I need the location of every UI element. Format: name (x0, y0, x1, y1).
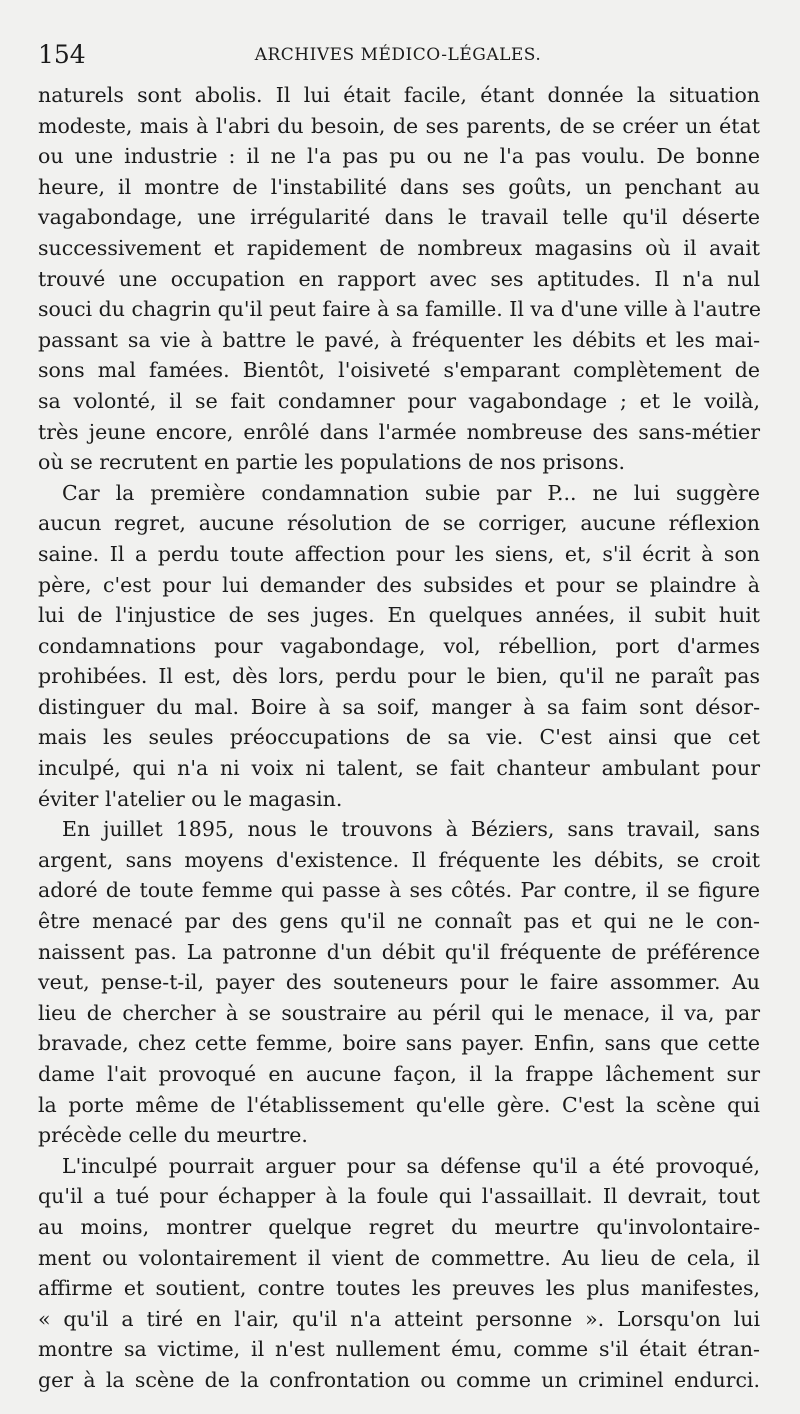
text-line: successivement et rapidement de nombreux magasins où il avait (38, 235, 760, 260)
text-line: précède celle du meurtre. (38, 1123, 308, 1148)
text-line: très jeune encore, enrôlé dans l'armée nombreuse des sans-métier (38, 419, 760, 444)
text-line: argent, sans moyens d'existence. Il fréquente les débits, se croit (38, 847, 760, 872)
text-line: sons mal famées. Bientôt, l'oisiveté s'emparant complètement de (38, 358, 760, 383)
text-line: être menacé par des gens qu'il ne connaît pas et qui ne le con- (38, 909, 760, 934)
text-line: veut, pense-t-il, payer des souteneurs pour le faire assommer. Au (38, 970, 760, 995)
text-line: la porte même de l'établissement qu'elle gère. C'est la scène qui (38, 1092, 760, 1117)
text-line: ou une industrie : il ne l'a pas pu ou ne l'a pas voulu. De bonne (38, 144, 760, 169)
text-line: naturels sont abolis. Il lui était facile, étant donnée la situation (38, 83, 760, 107)
text-line: mais les seules préoccupations de sa vie. C'est ainsi que cet (38, 725, 760, 750)
text-line: dame l'ait provoqué en aucune façon, il la frappe lâchement sur (38, 1062, 760, 1086)
text-line: souci du chagrin qu'il peut faire à sa famille. Il va d'une ville à l'autre (38, 297, 761, 322)
text-line: qu'il a tué pour échapper à la foule qui l'assaillait. Il devrait, tout (38, 1184, 760, 1209)
text-line: L'inculpé pourrait arguer pour sa défense qu'il a été provoqué, (62, 1153, 760, 1178)
text-line: trouvé une occupation en rapport avec ses aptitudes. Il n'a nul (38, 266, 760, 291)
text-line: heure, il montre de l'instabilité dans ses goûts, un penchant au (38, 174, 760, 199)
body-text (38, 80, 760, 1396)
page-number: 154 (38, 40, 86, 69)
text-line: condamnations pour vagabondage, vol, rébellion, port d'armes (38, 633, 760, 658)
text-line: affirme et soutient, contre toutes les preuves les plus manifestes, (38, 1276, 760, 1301)
text-line: montre sa victime, il n'est nullement ému, comme s'il était étran- (38, 1337, 760, 1362)
text-line: naissent pas. La patronne d'un débit qu'il fréquente de préférence (38, 939, 760, 964)
text-line: saine. Il a perdu toute affection pour les siens, et, s'il écrit à son (38, 541, 760, 566)
text-line: ment ou volontairement il vient de commettre. Au lieu de cela, il (38, 1245, 760, 1270)
text-line: adoré de toute femme qui passe à ses côtés. Par contre, il se figure (38, 878, 760, 903)
text-line: modeste, mais à l'abri du besoin, de ses parents, de se créer un état (38, 113, 760, 138)
text-line: au moins, montrer quelque regret du meurtre qu'involontaire- (38, 1214, 760, 1239)
text-line: bravade, chez cette femme, boire sans payer. Enfin, sans que cette (38, 1031, 760, 1056)
text-line: éviter l'atelier ou le magasin. (38, 786, 343, 811)
text-line: lui de l'injustice de ses juges. En quelques années, il subit huit (38, 603, 760, 628)
text-line: inculpé, qui n'a ni voix ni talent, se fait chanteur ambulant pour (38, 756, 760, 781)
page-header (38, 38, 758, 72)
text-line: lieu de chercher à se soustraire au péril qui le menace, il va, par (38, 1000, 760, 1025)
text-line: Car la première condamnation subie par P... ne lui suggère (62, 480, 760, 505)
text-line: distinguer du mal. Boire à sa soif, manger à sa faim sont désor- (38, 694, 760, 719)
text-line: aucun regret, aucune résolution de se corriger, aucune réflexion (38, 511, 760, 536)
running-title: ARCHIVES MÉDICO-LÉGALES. (254, 45, 542, 65)
text-line: ger à la scène de la confrontation ou comme un criminel endurci. (38, 1367, 760, 1392)
text-line: sa volonté, il se fait condamner pour vagabondage ; et le voilà, (38, 388, 760, 413)
text-line: père, c'est pour lui demander des subsides et pour se plaindre à (38, 572, 760, 597)
text-line: prohibées. Il est, dès lors, perdu pour le bien, qu'il ne paraît pas (38, 664, 760, 689)
text-line: vagabondage, une irrégularité dans le travail telle qu'il déserte (38, 205, 760, 230)
text-line: « qu'il a tiré en l'air, qu'il n'a atteint personne ». Lorsqu'on lui (38, 1306, 760, 1331)
text-line: passant sa vie à battre le pavé, à fréquenter les débits et les mai- (38, 327, 760, 352)
text-line: où se recrutent en partie les populations de nos prisons. (38, 450, 626, 475)
text-line: En juillet 1895, nous le trouvons à Béziers, sans travail, sans (62, 817, 760, 842)
